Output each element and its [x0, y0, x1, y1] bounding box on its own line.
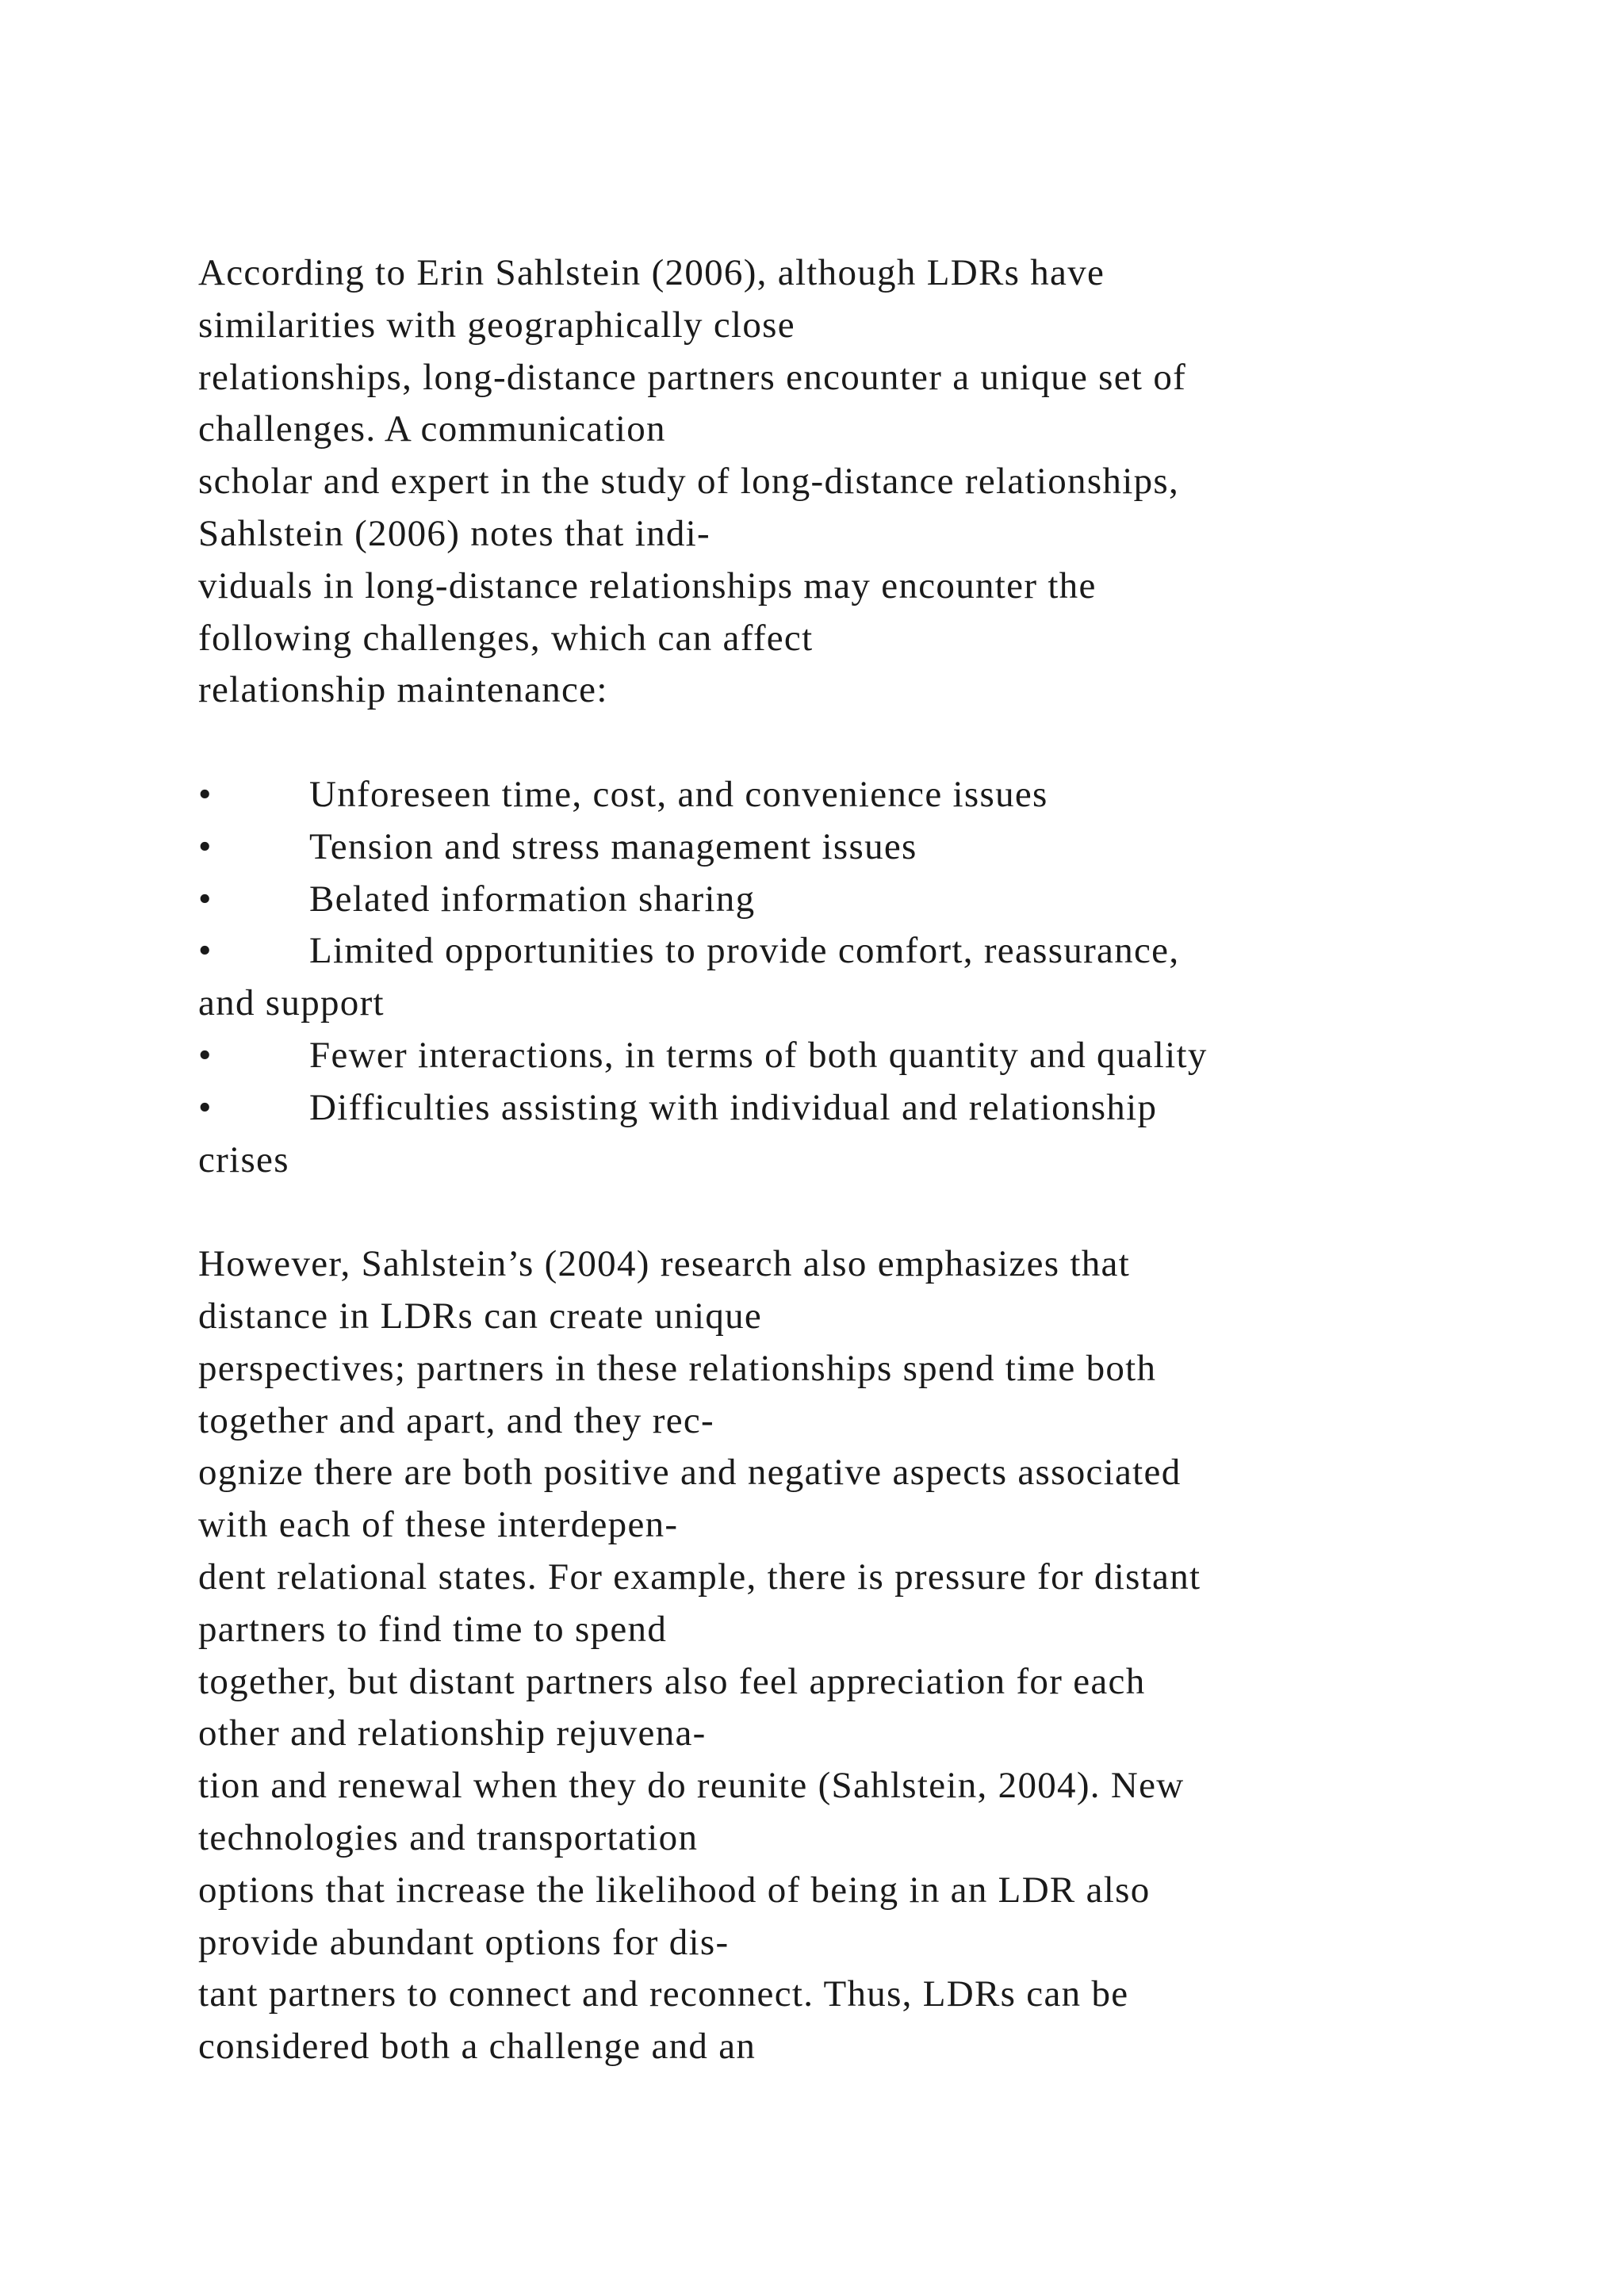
bullet-icon: • [198, 1034, 213, 1076]
bullet-text: Belated information sharing [309, 878, 756, 920]
text-line: following challenges, which can affect [198, 617, 814, 659]
bullet-icon: • [198, 1086, 213, 1128]
text-line: perspectives; partners in these relationships spend time both [198, 1347, 1157, 1389]
text-line: relationships, long-distance partners encounter a unique set of [198, 356, 1187, 398]
text-line: technologies and transportation [198, 1816, 699, 1858]
text-line: together, but distant partners also feel appreciation for each [198, 1660, 1146, 1702]
bullet-item [198, 769, 1435, 821]
challenges-bullet-list [198, 769, 1435, 1186]
text-line: relationship maintenance: [198, 669, 608, 711]
bullet-item [198, 1030, 1435, 1082]
paragraph-spacer [198, 717, 1435, 769]
text-line: dent relational states. For example, there is pressure for distant [198, 1556, 1201, 1598]
document-page [198, 247, 1435, 2073]
text-line: tion and renewal when they do reunite (Sahlstein, 2004). New [198, 1765, 1185, 1807]
text-line: provide abundant options for dis- [198, 1921, 730, 1963]
text-line: tant partners to connect and reconnect. Thus, LDRs can be [198, 1973, 1129, 2015]
bullet-text: Difficulties assisting with individual and relationship [309, 1086, 1158, 1128]
text-line: other and relationship rejuvena- [198, 1712, 707, 1755]
text-line: together and apart, and they rec- [198, 1399, 714, 1441]
paragraph-however [198, 1238, 1435, 2073]
bullet-item [198, 874, 1435, 926]
paragraph-spacer [198, 1186, 1435, 1238]
bullet-icon: • [198, 930, 213, 972]
text-line: options that increase the likelihood of being in an LDR also [198, 1869, 1151, 1911]
text-line: partners to find time to spend [198, 1608, 668, 1650]
bullet-item [198, 925, 1435, 978]
bullet-item [198, 821, 1435, 874]
text-line: However, Sahlstein’s (2004) research also emphasizes that [198, 1243, 1131, 1285]
text-line: scholar and expert in the study of long-distance relationships, [198, 461, 1180, 503]
text-line: According to Erin Sahlstein (2006), although LDRs have [198, 252, 1105, 293]
bullet-text: Unforeseen time, cost, and convenience issues [309, 773, 1048, 815]
text-line: considered both a challenge and an [198, 2026, 756, 2068]
paragraph-intro [198, 247, 1435, 717]
bullet-icon: • [198, 773, 213, 815]
text-line: challenges. A communication [198, 408, 666, 450]
text-line: Sahlstein (2006) notes that indi- [198, 512, 710, 554]
text-line: with each of these interdepen- [198, 1504, 679, 1546]
bullet-continuation: and support [198, 982, 385, 1024]
text-line: ognize there are both positive and negative aspects associated [198, 1452, 1182, 1494]
bullet-icon: • [198, 825, 213, 867]
text-line: distance in LDRs can create unique [198, 1295, 763, 1337]
bullet-continuation: crises [198, 1138, 289, 1181]
bullet-icon: • [198, 878, 213, 920]
text-line: viduals in long-distance relationships may encounter the [198, 564, 1097, 607]
bullet-text: Tension and stress management issues [309, 825, 917, 867]
bullet-text: Fewer interactions, in terms of both quantity and quality [309, 1034, 1208, 1076]
bullet-item [198, 1082, 1435, 1135]
text-line: similarities with geographically close [198, 304, 795, 346]
bullet-text: Limited opportunities to provide comfort, reassurance, [309, 930, 1180, 972]
